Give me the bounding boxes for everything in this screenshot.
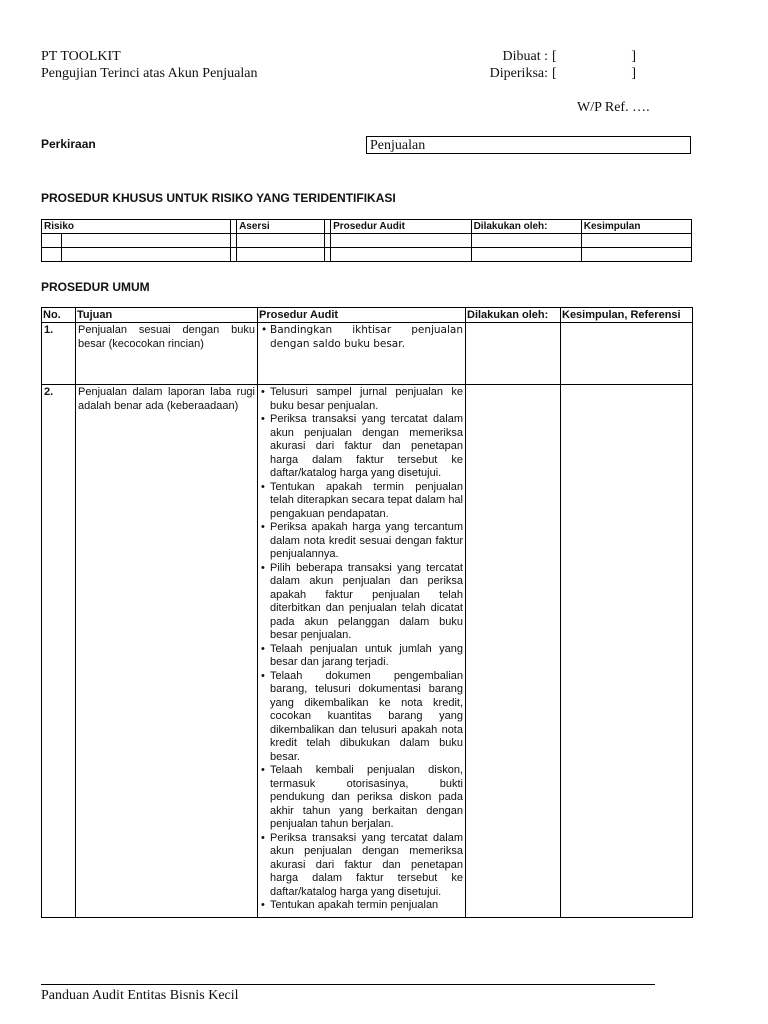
procedure-list — [260, 386, 463, 913]
list-item: • Bandingkan ikhtisar penjualan dengan saldo buku besar. — [260, 324, 463, 351]
section-general-title: PROSEDUR UMUM — [41, 280, 150, 294]
list-item: • Tentukan apakah termin penjualan — [260, 899, 463, 913]
col-kesimpulan: Kesimpulan, Referensi — [561, 308, 693, 323]
company-name: PT TOOLKIT — [41, 49, 121, 64]
risk-table-header — [42, 220, 692, 234]
table-row — [42, 248, 692, 262]
perkiraan-label: Perkiraan — [41, 137, 96, 151]
list-item: • Telaah kembali penjualan diskon, termasuk otorisasinya, bukti pendukung dan periksa diskon pada akhir tahun yang berkaitan dengan penjualan tahun berjalan. — [260, 764, 463, 832]
risk-col-risiko: Risiko — [42, 220, 231, 234]
dibuat-field[interactable]: [ ] — [552, 49, 636, 64]
table-row — [42, 234, 692, 248]
footer-divider — [41, 984, 655, 985]
row-dilakukan[interactable] — [466, 385, 561, 918]
list-item: • Periksa apakah harga yang tercantum dalam nota kredit sesuai dengan faktur penjualannya. — [260, 521, 463, 562]
risk-table — [41, 219, 692, 262]
row-kesimpulan[interactable] — [561, 323, 693, 385]
col-prosedur: Prosedur Audit — [258, 308, 466, 323]
row-kesimpulan[interactable] — [561, 385, 693, 918]
col-no: No. — [42, 308, 76, 323]
col-tujuan: Tujuan — [76, 308, 258, 323]
row-dilakukan[interactable] — [466, 323, 561, 385]
dibuat-label: Dibuat : — [502, 49, 548, 64]
risk-col-dilakukan: Dilakukan oleh: — [471, 220, 581, 234]
list-item: • Pilih beberapa transaksi yang tercatat dalam akun penjualan dan periksa apakah faktur penjualan telah diterbitkan dan penjualan telah dicatat pada akun pelanggan dalam buku besar penjualan. — [260, 562, 463, 643]
row-number: 1. — [42, 323, 76, 385]
risk-col-kesimpulan: Kesimpulan — [581, 220, 691, 234]
procedure-table — [41, 307, 693, 918]
wp-reference: W/P Ref. …. — [577, 100, 650, 115]
diperiksa-label: Diperiksa: — [489, 66, 548, 81]
row-procedures — [258, 323, 466, 385]
table-row — [42, 385, 693, 918]
list-item: • Periksa transaksi yang tercatat dalam akun penjualan dengan memeriksa akurasi dari faktur dan penetapan harga dalam faktur tersebut ke daftar/katalog harga yang disetujui. — [260, 832, 463, 900]
list-item: • Periksa transaksi yang tercatat dalam akun penjualan dengan memeriksa akurasi dari faktur dan penetapan harga dalam faktur tersebut ke daftar/katalog harga yang disetujui. — [260, 413, 463, 481]
procedure-list — [260, 324, 463, 351]
document-header — [41, 48, 258, 82]
document-subtitle: Pengujian Terinci atas Akun Penjualan — [41, 66, 258, 81]
signoff-block — [482, 48, 636, 82]
footer-text: Panduan Audit Entitas Bisnis Kecil — [41, 988, 239, 1003]
section-specific-title: PROSEDUR KHUSUS UNTUK RISIKO YANG TERIDENTIFIKASI — [41, 191, 396, 205]
risk-col-prosedur: Prosedur Audit — [331, 220, 472, 234]
dibuat-row — [482, 48, 636, 65]
perkiraan-field[interactable]: Penjualan — [366, 136, 691, 154]
row-procedures — [258, 385, 466, 918]
procedure-table-header — [42, 308, 693, 323]
row-tujuan: Penjualan dalam laporan laba rugi adalah benar ada (keberaadaan) — [76, 385, 258, 918]
col-dilakukan: Dilakukan oleh: — [466, 308, 561, 323]
diperiksa-row — [482, 65, 636, 82]
row-tujuan: Penjualan sesuai dengan buku besar (kecocokan rincian) — [76, 323, 258, 385]
row-number: 2. — [42, 385, 76, 918]
table-row — [42, 323, 693, 385]
list-item: • Telusuri sampel jurnal penjualan ke buku besar penjualan. — [260, 386, 463, 413]
list-item: • Telaah dokumen pengembalian barang, telusuri dokumentasi barang yang dikembalikan ke nota kredit, cocokan kuantitas barang yang dikembalikan dan telusuri apakah nota kredit telah dibukukan dalam buku besar. — [260, 670, 463, 765]
risk-col-asersi: Asersi — [237, 220, 325, 234]
list-item: • Telaah penjualan untuk jumlah yang besar dan jarang terjadi. — [260, 643, 463, 670]
diperiksa-field[interactable]: [ ] — [552, 66, 636, 81]
list-item: • Tentukan apakah termin penjualan telah diterapkan secara tepat dalam hal pengakuan pendapatan. — [260, 481, 463, 522]
